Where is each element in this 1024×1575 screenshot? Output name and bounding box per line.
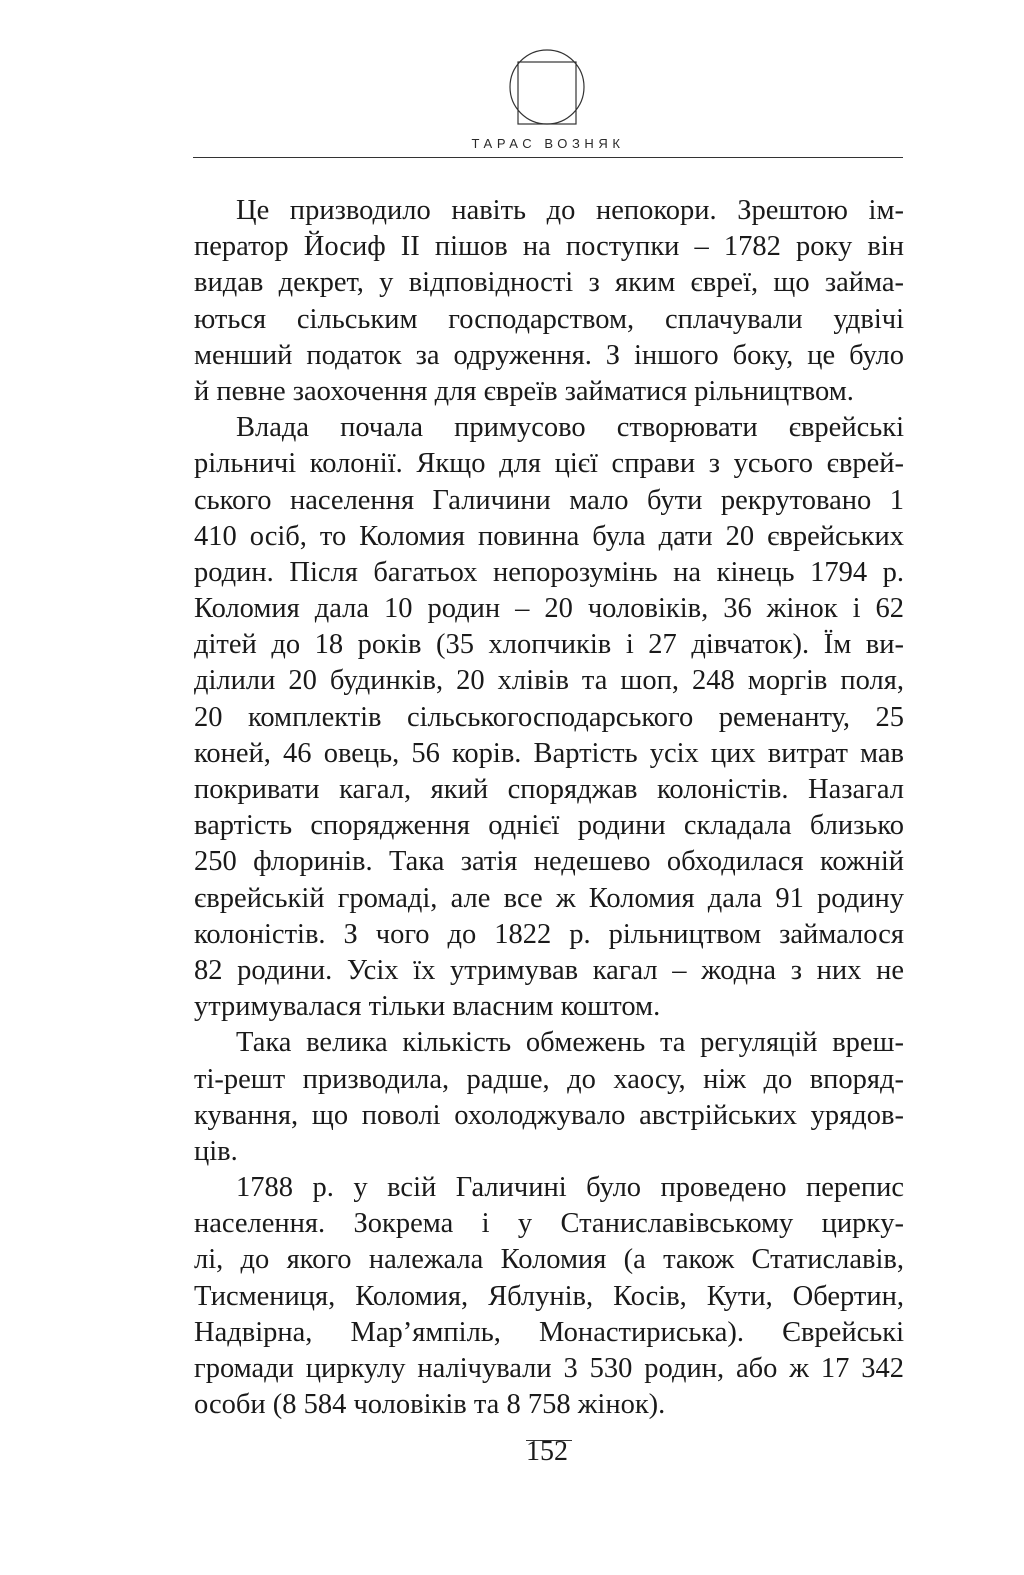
text-line: дітей до 18 років (35 хлопчиків і 27 дівчаток). Їм ви- <box>194 629 904 661</box>
text-line: ті-решт призводила, радше, до хаосу, ніж до впоряд- <box>194 1063 904 1095</box>
text-line: ператор Йосиф ІІ пішов на поступки – 1782 року він <box>194 231 904 263</box>
text-line: кування, що поволі охолоджувало австрійських урядов- <box>194 1099 904 1131</box>
text-line: покривати кагал, який споряджав колоністів. Назагал <box>194 774 904 805</box>
text-line: ються сільським господарством, сплачували удвічі <box>194 303 904 335</box>
text-line: Така велика кількість обмежень та регуляцій вреш- <box>236 1027 904 1059</box>
text-line: рільничі колонії. Якщо для цієї справи з усього єврей- <box>194 448 904 480</box>
text-line: Тисмениця, Коломия, Яблунів, Косів, Кути, Обертин, <box>194 1280 904 1312</box>
text-line: єврейській громаді, але все ж Коломия дала 91 родину <box>194 882 904 914</box>
text-line: й певне заохочення для євреїв займатися рільництвом. <box>194 375 854 407</box>
text-line: Це призводило навіть до непокори. Зрештою ім- <box>236 195 904 226</box>
page-number: 152 <box>526 1436 568 1467</box>
text-line: Надвірна, Мар’ямпіль, Монастириська). Єврейські <box>194 1316 904 1348</box>
text-line: вартість спорядження однієї родини складала близько <box>194 810 904 842</box>
text-line: 410 осіб, то Коломия повинна була дати 20 єврейських <box>194 520 904 552</box>
header-rule <box>193 157 903 158</box>
text-line: ців. <box>194 1135 238 1167</box>
text-line: менший податок за одруження. З іншого боку, це було <box>194 339 904 371</box>
text-line: особи (8 584 чоловіків та 8 758 жінок). <box>194 1389 666 1421</box>
text-line: колоністів. З чого до 1822 р. рільництвом займалося <box>194 918 904 950</box>
text-line: утримувалася тільки власним коштом. <box>194 991 661 1023</box>
text-line: 82 родини. Усіх їх утримував кагал – жодна з них не <box>194 954 904 986</box>
text-line: родин. Після багатьох непорозумінь на кінець 1794 р. <box>194 556 904 588</box>
running-head-author: ТАРАС ВОЗНЯК <box>471 136 625 151</box>
text-line: населення. Зокрема і у Станиславівському циркy- <box>194 1208 904 1240</box>
text-line: 250 флоринів. Така затія недешево обходилася кожній <box>194 846 904 878</box>
body-text <box>194 193 904 1423</box>
text-line: коней, 46 овець, 56 корів. Вартість усіх цих витрат мав <box>194 737 904 769</box>
text-line: лі, до якого належала Коломия (а також Статиславів, <box>194 1244 904 1276</box>
text-line: Влада почала примусово створювати єврейські <box>236 412 904 444</box>
text-line: ського населення Галичини мало бути рекрутовано 1 <box>194 484 904 516</box>
text-line: громади циркулу налічували 3 530 родин, або ж 17 342 <box>194 1353 904 1384</box>
text-line: 20 комплектів сільськогосподарського ременанту, 25 <box>194 701 904 733</box>
circle-square-emblem-icon <box>508 48 586 126</box>
text-line: Коломия дала 10 родин – 20 чоловіків, 36 жінок і 62 <box>194 593 904 625</box>
text-line: ділили 20 будинків, 20 хлівів та шоп, 248 моргів поля, <box>194 665 904 697</box>
text-line: видав декрет, у відповідності з яким євреї, що займа- <box>194 267 904 299</box>
text-line: 1788 р. у всій Галичині було проведено перепис <box>236 1172 904 1204</box>
